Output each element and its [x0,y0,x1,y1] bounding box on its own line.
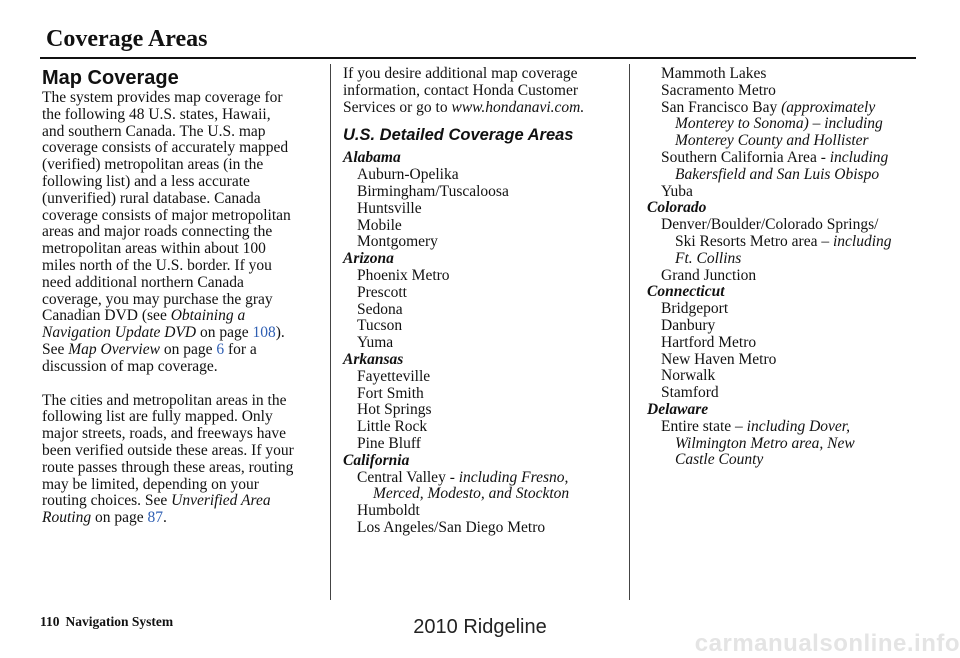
text-line: (unverified) rural database. Canada [42,189,261,207]
city-item: Stamford [661,384,719,402]
text-span: on page [196,324,253,342]
coverage-paragraph-1 [42,90,324,376]
city-item: Yuma [357,334,394,352]
city-note: including [832,232,892,250]
city-item: Huntsville [357,199,422,217]
city-item: Norwalk [661,367,716,385]
city-note: including Fresno, [458,468,569,486]
city-note: Monterey County and Hollister [675,132,869,150]
city-item: Grand Junction [661,266,757,284]
city-item: Tucson [357,317,403,335]
city-item: Fayetteville [357,367,431,385]
reference-unverified-routing[interactable]: Unverified Area [171,492,271,510]
city-item: Pine Bluff [357,434,421,452]
text-span: Canadian DVD (see [42,307,167,325]
text-line: following list are fully mapped. Only [42,408,273,426]
text-line [42,493,324,510]
text-span: . [162,509,167,527]
text-line: discussion of map coverage. [42,357,218,375]
column-1 [42,66,324,527]
text-span: Services or go to [343,98,452,116]
city-item: Yuba [661,182,693,200]
state-arkansas: Arkansas [343,350,404,368]
city-item: Fort Smith [357,384,424,402]
text-line: been verified outside these areas. If your [42,441,294,459]
column-divider-2 [629,64,630,600]
page-link-87[interactable]: 87 [147,509,163,527]
text-line: the following 48 U.S. states, Hawaii, [42,105,271,123]
state-delaware: Delaware [647,400,709,418]
column-3 [647,66,922,469]
text-line: coverage consists of major metropolitan [42,206,291,224]
text-line: (verified) metropolitan areas (in the [42,156,264,174]
city-item: Los Angeles/San Diego Metro [357,518,546,536]
city-item: Bridgeport [661,300,729,318]
city-item: Phoenix Metro [357,266,450,284]
page-title: Coverage Areas [46,26,208,52]
state-connecticut: Connecticut [647,283,725,301]
text-span: Southern California Area - [661,148,830,166]
spacer [42,376,324,393]
city-item: Mammoth Lakes [661,65,767,82]
city-item: Montgomery [357,233,438,251]
city-item: Hot Springs [357,401,432,419]
text-span: on page [159,340,217,358]
city-note: Castle County [675,451,764,469]
reference-unverified-routing-cont[interactable]: Routing [42,509,92,527]
text-line [42,325,324,342]
city-note: including [829,148,889,166]
page-link-6[interactable]: 6 [216,340,225,358]
text-line: route passes through these areas, routing [42,458,294,476]
city-item: Prescott [357,283,407,301]
text-line: information, contact Honda Customer [343,81,579,99]
city-item: Sedona [357,300,403,318]
text-span: routing choices. See [42,492,168,510]
city-item [647,150,922,167]
text-line [42,510,324,527]
text-line: miles north of the U.S. border. If you [42,256,272,274]
text-span: See [42,340,69,358]
city-item: Auburn-Opelika [357,166,459,184]
city-note: Ft. Collins [675,249,742,267]
text-line: coverage consists of accurately mapped [42,139,289,157]
city-item: Sacramento Metro [661,81,776,99]
reference-obtaining-dvd-cont[interactable]: Navigation Update DVD [42,324,197,342]
city-note: including Dover, [746,417,850,435]
column-2 [343,66,625,537]
city-item: Denver/Boulder/Colorado Springs/ [661,216,879,234]
text-line: and southern Canada. The U.S. map [42,122,266,140]
city-item [647,419,922,436]
city-note: (approximately [781,98,876,116]
city-item: Danbury [661,316,716,334]
city-item: New Haven Metro [661,350,777,368]
text-line: The cities and metropolitan areas in the [42,391,287,409]
city-item: Little Rock [357,418,428,436]
state-arizona: Arizona [343,250,394,268]
city-note: Wilmington Metro area, New [675,434,855,452]
text-line: need additional northern Canada [42,273,244,291]
text-line: may be limited, depending on your [42,475,259,493]
city-note: Merced, Modesto, and Stockton [373,485,570,503]
reference-map-overview[interactable]: Map Overview [68,340,160,358]
city-note: Monterey to Sonoma) – including [675,115,883,133]
text-line [42,342,324,359]
website-url[interactable]: www.hondanavi.com. [451,98,585,116]
page-number: 110 [40,614,60,629]
text-span: on page [91,509,148,527]
text-line: major streets, roads, and freeways have [42,425,287,443]
text-span: Entire state – [661,417,747,435]
city-item: Mobile [357,216,402,234]
map-coverage-heading: Map Coverage [42,67,179,89]
text-line: areas and major roads connecting the [42,223,273,241]
city-item [647,234,922,251]
us-detailed-coverage-heading: U.S. Detailed Coverage Areas [343,126,574,145]
city-item: Humboldt [357,502,420,520]
text-span: San Francisco Bay [661,98,782,116]
site-watermark: carmanualsonline.info [694,630,960,657]
text-line [42,308,324,325]
column-divider-1 [330,64,331,600]
text-line: metropolitan areas within about 100 [42,240,266,258]
state-california: California [343,451,410,469]
text-span: ). [275,324,285,342]
footer-label: Navigation System [65,614,174,629]
page-link-108[interactable]: 108 [252,324,276,342]
city-item: Birmingham/Tuscaloosa [357,182,509,200]
text-span: Ski Resorts Metro area – [675,232,833,250]
state-alabama: Alabama [343,149,401,167]
city-item [343,470,625,487]
model-watermark: 2010 Ridgeline [413,616,547,638]
city-item [647,100,922,117]
text-span: Central Valley - [357,468,459,486]
title-rule [40,57,916,59]
text-span: for a [224,340,257,358]
state-colorado: Colorado [647,199,707,217]
text-line: coverage, you may purchase the gray [42,290,273,308]
text-line [343,100,625,117]
reference-obtaining-dvd[interactable]: Obtaining a [170,307,246,325]
city-item: Hartford Metro [661,333,757,351]
coverage-paragraph-2 [42,393,324,527]
city-note: Bakersfield and San Luis Obispo [675,165,880,183]
text-line: The system provides map coverage for [42,89,283,106]
text-line: following list) and a less accurate [42,172,250,190]
text-line: If you desire additional map coverage [343,65,578,82]
